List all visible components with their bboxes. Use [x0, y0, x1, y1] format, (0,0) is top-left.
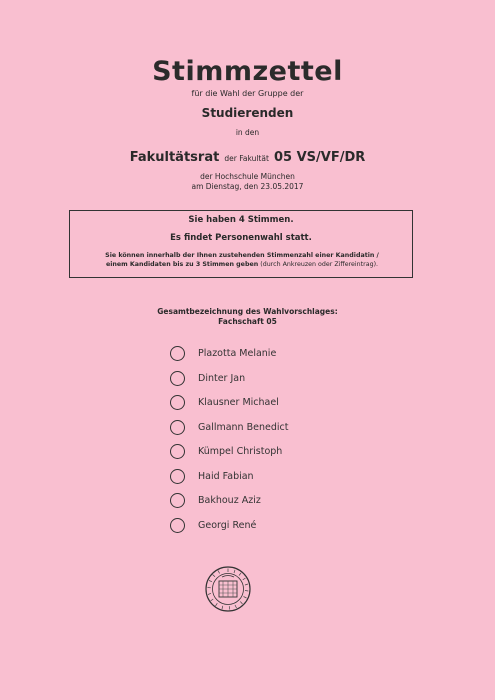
vote-circle[interactable]: [170, 493, 185, 508]
list-name: Fachschaft 05: [218, 317, 277, 326]
candidate-row[interactable]: [170, 490, 261, 510]
candidate-row[interactable]: [170, 441, 282, 461]
vote-circle[interactable]: [170, 469, 185, 484]
vote-circle[interactable]: [170, 371, 185, 386]
in-text: in den: [235, 128, 260, 137]
candidate-name: Plazotta Melanie: [198, 347, 277, 359]
election-type-text: Es findet Personenwahl statt.: [170, 233, 312, 243]
school-block: [0, 172, 495, 192]
candidate-row[interactable]: [170, 392, 279, 412]
council-middle-text: der Fakultät: [224, 154, 269, 163]
candidate-row[interactable]: [170, 343, 276, 363]
candidate-name: Bakhouz Aziz: [198, 494, 261, 506]
council-name: Fakultätsrat: [129, 150, 220, 165]
instruction-line-2: einem Kandidaten bis zu 3 Stimmen geben: [105, 261, 259, 268]
council-line: [0, 146, 495, 165]
election-date: am Dienstag, den 23.05.2017: [191, 182, 304, 191]
candidate-row[interactable]: [170, 466, 254, 486]
vote-circle[interactable]: [170, 346, 185, 361]
list-heading-block: [0, 307, 495, 327]
candidate-row[interactable]: [170, 368, 245, 388]
instruction-line-2-note: (durch Ankreuzen oder Ziffereintrag).: [260, 261, 379, 268]
vote-circle[interactable]: [170, 444, 185, 459]
faculty-name: 05 VS/VF/DR: [274, 150, 366, 165]
official-seal-icon: [205, 566, 251, 612]
candidate-name: Georgi René: [198, 519, 257, 531]
instruction-box: [69, 210, 413, 278]
vote-circle[interactable]: [170, 395, 185, 410]
candidate-name: Gallmann Benedict: [198, 421, 289, 433]
ballot-title: Stimmzettel: [152, 56, 343, 87]
votes-count-text: Sie haben 4 Stimmen.: [188, 215, 294, 225]
school-name: der Hochschule München: [200, 172, 295, 181]
vote-circle[interactable]: [170, 518, 185, 533]
candidate-row[interactable]: [170, 417, 288, 437]
candidate-name: Haid Fabian: [198, 470, 254, 482]
instruction-text: [74, 251, 410, 269]
candidate-row[interactable]: [170, 515, 256, 535]
list-heading: Gesamtbezeichnung des Wahlvorschlages:: [157, 307, 338, 316]
vote-circle[interactable]: [170, 420, 185, 435]
candidate-name: Klausner Michael: [198, 396, 279, 408]
candidate-name: Kümpel Christoph: [198, 445, 283, 457]
candidate-name: Dinter Jan: [198, 372, 246, 384]
instruction-line-1: Sie können innerhalb der Ihnen zustehenden Stimmenzahl einer Kandidatin /: [105, 252, 379, 259]
voter-group: Studierenden: [201, 106, 294, 120]
election-for-text: für die Wahl der Gruppe der: [191, 89, 304, 98]
